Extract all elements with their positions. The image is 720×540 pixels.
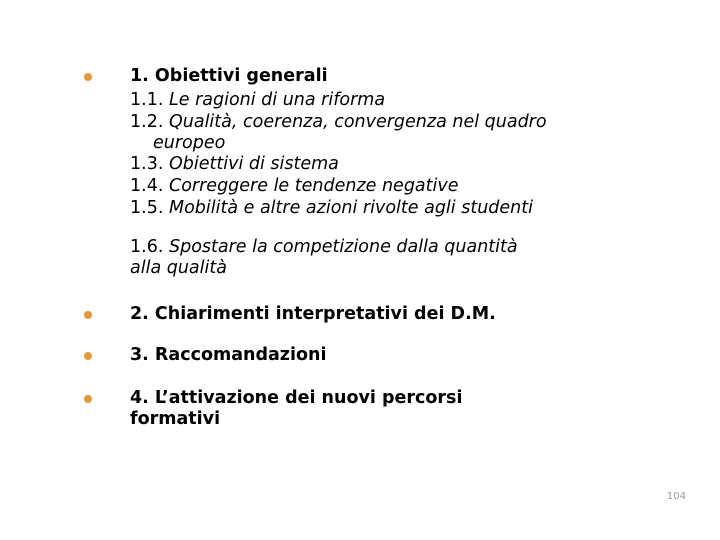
item-text: Correggere le tendenze negative: [168, 176, 459, 196]
item-text: Mobilità e altre azioni rivolte agli studenti: [168, 198, 533, 218]
item-number: 1.6.: [130, 237, 164, 257]
section-1-title: 1. Obiettivi generali: [130, 66, 328, 86]
item-1-2-continuation: europeo: [153, 133, 226, 153]
item-1-3: [130, 154, 339, 175]
item-1-6-continuation: alla qualità: [130, 258, 227, 278]
section-3-title: 3. Raccomandazioni: [130, 345, 327, 365]
item-number: 1.3.: [130, 154, 164, 174]
bullet-point: [84, 73, 92, 81]
item-number: 1.2.: [130, 112, 164, 132]
item-number: 1.5.: [130, 198, 164, 218]
bullet-point: [84, 395, 92, 403]
item-1-1: [130, 90, 385, 111]
item-text: Le ragioni di una riforma: [168, 90, 386, 110]
item-1-6: [130, 237, 518, 258]
item-1-4: [130, 176, 459, 197]
bullet-point: [84, 311, 92, 319]
bullet-point: [84, 352, 92, 360]
section-2-title: 2. Chiarimenti interpretativi dei D.M.: [130, 304, 496, 324]
item-number: 1.1.: [130, 90, 164, 110]
item-text: Spostare la competizione dalla quantità: [168, 237, 518, 257]
item-1-2: [130, 112, 547, 133]
item-number: 1.4.: [130, 176, 164, 196]
section-4-title: 4. L’attivazione dei nuovi percorsi: [130, 388, 463, 408]
section-4-continuation: formativi: [130, 409, 221, 429]
item-1-5: [130, 198, 533, 219]
page-number: 104: [666, 491, 686, 502]
item-text: Qualità, coerenza, convergenza nel quadro: [168, 112, 547, 132]
item-text: Obiettivi di sistema: [168, 154, 339, 174]
